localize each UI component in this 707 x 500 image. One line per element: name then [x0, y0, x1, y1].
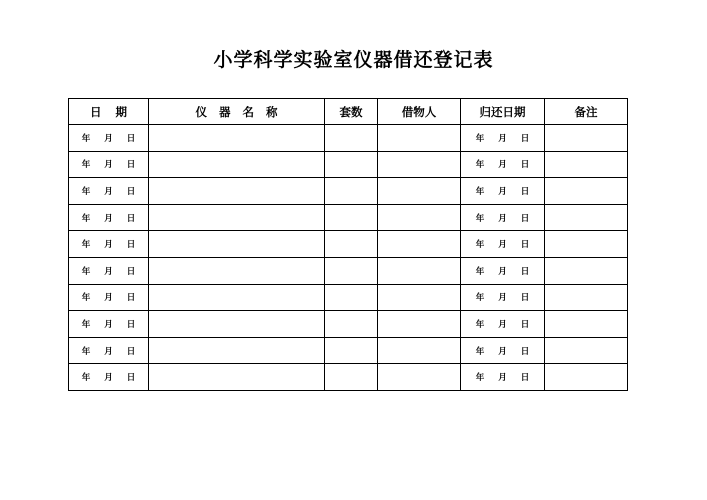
return-date-cell[interactable] [461, 284, 545, 311]
date-unit-month: 月 [104, 346, 113, 357]
date-unit-month: 月 [498, 213, 507, 224]
date-unit-month: 月 [104, 240, 113, 251]
date-unit-year: 年 [475, 293, 485, 304]
date-unit-month: 月 [104, 186, 113, 197]
table-row [69, 257, 628, 284]
date-unit-year: 年 [81, 133, 91, 144]
remarks-cell[interactable] [545, 257, 628, 284]
borrower-cell[interactable] [378, 337, 461, 364]
date-unit-month: 月 [104, 133, 113, 144]
instrument-name-cell[interactable] [149, 311, 325, 338]
borrower-cell[interactable] [378, 231, 461, 258]
remarks-cell[interactable] [545, 231, 628, 258]
header-return-date: 归还日期 [461, 99, 545, 125]
borrower-cell[interactable] [378, 311, 461, 338]
date-unit-month: 月 [104, 160, 113, 171]
table-row [69, 125, 628, 152]
instrument-name-cell[interactable] [149, 204, 325, 231]
sets-cell[interactable] [325, 284, 378, 311]
header-remarks: 备注 [545, 99, 628, 125]
date-unit-year: 年 [81, 240, 91, 251]
remarks-cell[interactable] [545, 151, 628, 178]
instrument-name-cell[interactable] [149, 284, 325, 311]
date-unit-day: 日 [520, 186, 530, 197]
date-unit-year: 年 [81, 186, 91, 197]
sets-cell[interactable] [325, 151, 378, 178]
date-unit-month: 月 [498, 240, 507, 251]
remarks-cell[interactable] [545, 204, 628, 231]
date-unit-day: 日 [520, 160, 530, 171]
remarks-cell[interactable] [545, 125, 628, 152]
date-unit-day: 日 [520, 293, 530, 304]
borrower-cell[interactable] [378, 151, 461, 178]
borrow-date-cell[interactable] [69, 151, 149, 178]
borrow-date-cell[interactable] [69, 257, 149, 284]
date-unit-month: 月 [498, 133, 507, 144]
date-unit-year: 年 [475, 346, 485, 357]
return-date-cell[interactable] [461, 337, 545, 364]
date-unit-month: 月 [498, 186, 507, 197]
date-unit-year: 年 [81, 346, 91, 357]
date-unit-day: 日 [126, 160, 136, 171]
date-unit-month: 月 [498, 373, 507, 384]
table-row [69, 204, 628, 231]
table-body [69, 125, 628, 391]
date-unit-day: 日 [126, 293, 136, 304]
date-unit-month: 月 [104, 373, 113, 384]
sets-cell[interactable] [325, 231, 378, 258]
table-row [69, 364, 628, 391]
date-unit-day: 日 [520, 319, 530, 330]
date-unit-month: 月 [104, 266, 113, 277]
return-date-cell[interactable] [461, 231, 545, 258]
sets-cell[interactable] [325, 257, 378, 284]
table-row [69, 178, 628, 205]
table-row [69, 151, 628, 178]
date-unit-month: 月 [498, 346, 507, 357]
date-unit-year: 年 [81, 293, 91, 304]
date-unit-year: 年 [475, 240, 485, 251]
date-unit-year: 年 [81, 213, 91, 224]
table-header-row [69, 99, 628, 125]
register-table [68, 98, 628, 391]
borrow-date-cell[interactable] [69, 284, 149, 311]
remarks-cell[interactable] [545, 284, 628, 311]
header-borrower: 借物人 [378, 99, 461, 125]
date-unit-day: 日 [126, 266, 136, 277]
return-date-cell[interactable] [461, 257, 545, 284]
instrument-name-cell[interactable] [149, 337, 325, 364]
instrument-name-cell[interactable] [149, 257, 325, 284]
date-unit-day: 日 [520, 346, 530, 357]
date-unit-day: 日 [520, 240, 530, 251]
date-unit-year: 年 [475, 213, 485, 224]
date-unit-month: 月 [498, 293, 507, 304]
return-date-cell[interactable] [461, 151, 545, 178]
table-row [69, 284, 628, 311]
date-unit-month: 月 [498, 160, 507, 171]
date-unit-month: 月 [498, 266, 507, 277]
instrument-name-cell[interactable] [149, 231, 325, 258]
borrower-cell[interactable] [378, 178, 461, 205]
borrow-date-cell[interactable] [69, 178, 149, 205]
sets-cell[interactable] [325, 178, 378, 205]
remarks-cell[interactable] [545, 311, 628, 338]
date-unit-year: 年 [81, 373, 91, 384]
date-unit-day: 日 [520, 213, 530, 224]
instrument-name-cell[interactable] [149, 178, 325, 205]
borrower-cell[interactable] [378, 257, 461, 284]
date-unit-year: 年 [475, 373, 485, 384]
date-unit-year: 年 [475, 319, 485, 330]
date-unit-month: 月 [104, 293, 113, 304]
date-unit-year: 年 [81, 319, 91, 330]
table-row [69, 337, 628, 364]
date-unit-day: 日 [520, 133, 530, 144]
date-unit-day: 日 [126, 319, 136, 330]
borrow-date-cell[interactable] [69, 364, 149, 391]
date-unit-year: 年 [475, 186, 485, 197]
return-date-cell[interactable] [461, 125, 545, 152]
remarks-cell[interactable] [545, 178, 628, 205]
remarks-cell[interactable] [545, 337, 628, 364]
date-unit-day: 日 [126, 346, 136, 357]
date-unit-day: 日 [520, 373, 530, 384]
sets-cell[interactable] [325, 125, 378, 152]
date-unit-year: 年 [475, 160, 485, 171]
return-date-cell[interactable] [461, 204, 545, 231]
instrument-name-cell[interactable] [149, 151, 325, 178]
remarks-cell[interactable] [545, 364, 628, 391]
borrower-cell[interactable] [378, 364, 461, 391]
date-unit-year: 年 [81, 160, 91, 171]
borrow-date-cell[interactable] [69, 125, 149, 152]
borrow-date-cell[interactable] [69, 337, 149, 364]
borrower-cell[interactable] [378, 284, 461, 311]
table-row [69, 311, 628, 338]
date-unit-year: 年 [81, 266, 91, 277]
instrument-name-cell[interactable] [149, 364, 325, 391]
sets-cell[interactable] [325, 204, 378, 231]
sets-cell[interactable] [325, 311, 378, 338]
table-row [69, 231, 628, 258]
borrower-cell[interactable] [378, 125, 461, 152]
date-unit-month: 月 [498, 319, 507, 330]
date-unit-day: 日 [126, 373, 136, 384]
date-unit-year: 年 [475, 266, 485, 277]
date-unit-day: 日 [126, 240, 136, 251]
header-sets: 套数 [325, 99, 378, 125]
return-date-cell[interactable] [461, 311, 545, 338]
borrow-date-cell[interactable] [69, 311, 149, 338]
date-unit-month: 月 [104, 319, 113, 330]
date-unit-day: 日 [520, 266, 530, 277]
page-title: 小学科学实验室仪器借还登记表 [213, 49, 494, 71]
date-unit-day: 日 [126, 186, 136, 197]
date-unit-year: 年 [475, 133, 485, 144]
borrower-cell[interactable] [378, 204, 461, 231]
header-date: 日期 [69, 99, 149, 125]
date-unit-day: 日 [126, 213, 136, 224]
borrow-date-cell[interactable] [69, 204, 149, 231]
return-date-cell[interactable] [461, 364, 545, 391]
date-unit-day: 日 [126, 133, 136, 144]
sets-cell[interactable] [325, 364, 378, 391]
return-date-cell[interactable] [461, 178, 545, 205]
date-unit-month: 月 [104, 213, 113, 224]
sets-cell[interactable] [325, 337, 378, 364]
instrument-name-cell[interactable] [149, 125, 325, 152]
header-instrument-name: 仪器名称 [149, 99, 325, 125]
borrow-date-cell[interactable] [69, 231, 149, 258]
